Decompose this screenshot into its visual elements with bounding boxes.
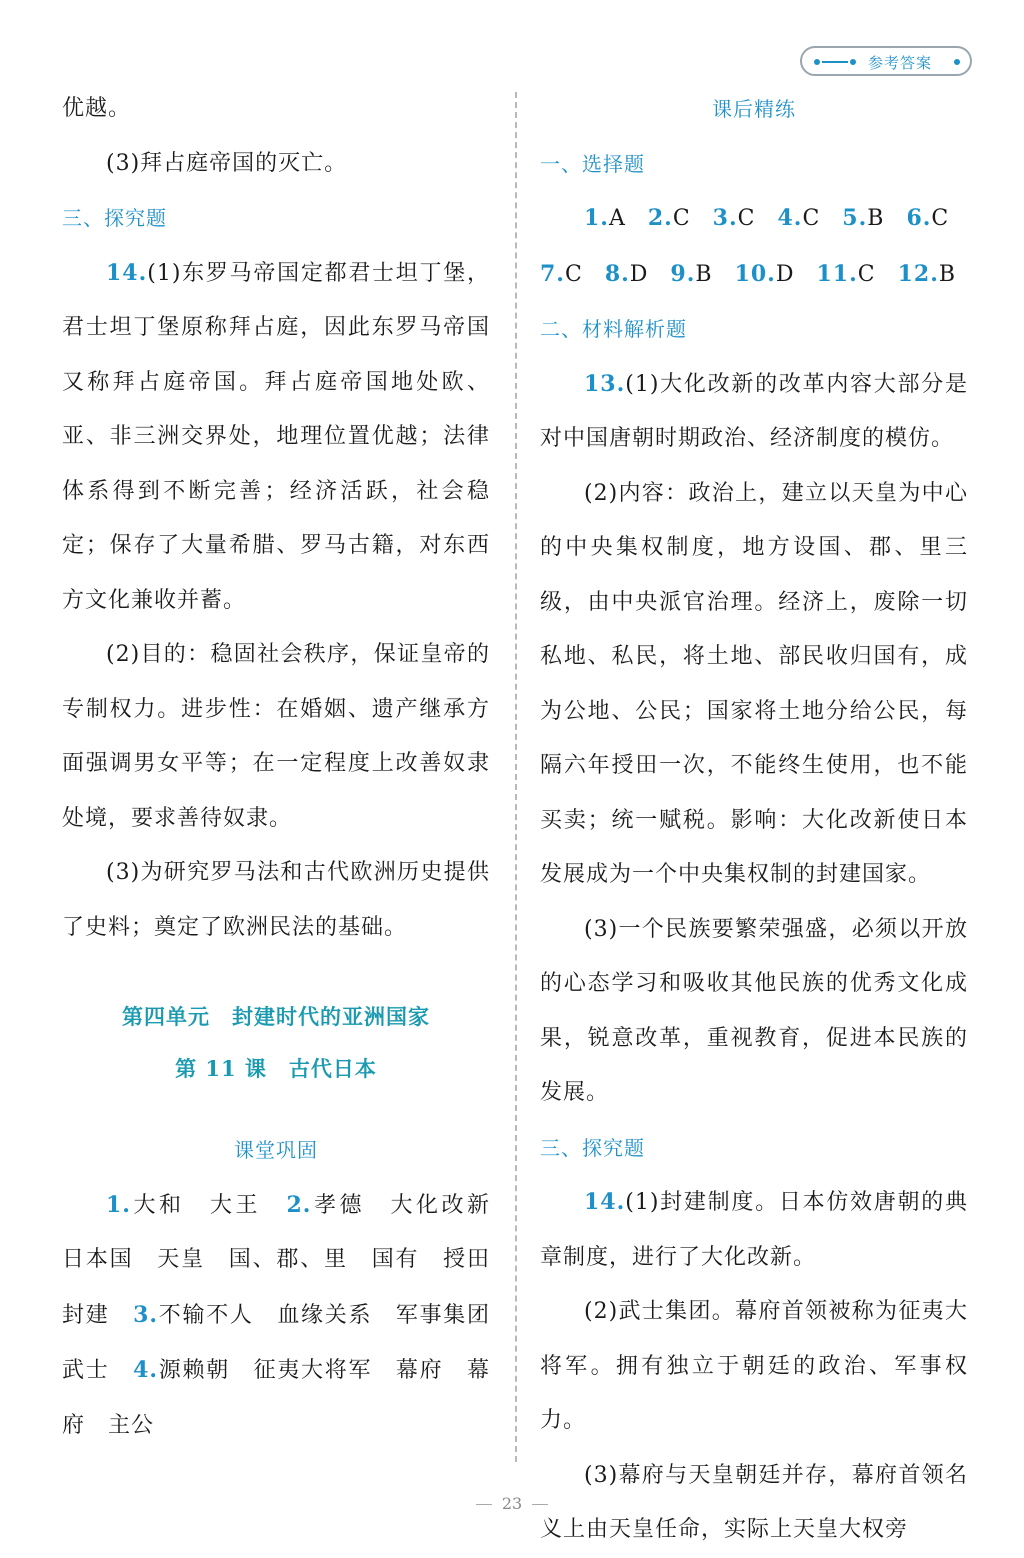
- question-13-part-2: (2)内容：政治上，建立以天皇为中心的中央集权制度，地方设国、郡、里三级，由中央派官治理。经济上，废除一切私地、私民，将土地、部民收归国有，成为公地、公民；国家将土地分给公民，每隔六年授田一次，不能终生使用，也不能买卖；统一赋税。影响：大化改新使日本发展成为一个中央集权制的封建国家。: [540, 480, 968, 887]
- answer-text: (1)大化改新的改革内容大部分是对中国唐朝时期政治、经济制度的模仿。: [540, 371, 968, 451]
- choice-answer: [842, 191, 884, 247]
- question-number: 2.: [647, 205, 673, 231]
- choice-answer: [906, 191, 949, 247]
- choice-answer: [777, 191, 820, 247]
- answer-letter: C: [737, 206, 756, 231]
- question-number: 9.: [670, 260, 696, 287]
- choice-answer: [735, 247, 795, 303]
- classwork-title: 课堂巩固: [234, 1138, 318, 1162]
- question-14-part-1: [540, 1175, 968, 1285]
- footer-dash: [532, 1504, 548, 1505]
- question-14-part-2: (2)武士集团。幕府首领被称为征夷大将军。拥有独立于朝廷的政治、军事权力。: [540, 1299, 968, 1433]
- badge-label: 参考答案: [868, 54, 933, 72]
- badge-dot-icon: [814, 59, 820, 65]
- section-heading: 二、材料解析题: [540, 317, 687, 341]
- answer-text: 源赖朝 征夷大将军 幕府 幕府 主公: [62, 1358, 490, 1438]
- unit-title: 第四单元 封建时代的亚洲国家: [122, 1004, 430, 1029]
- answer-text: 大和 大王: [130, 1192, 287, 1218]
- choice-answers-row: [540, 247, 968, 303]
- answer-letter: C: [564, 261, 583, 287]
- page-footer: [0, 1494, 1024, 1513]
- answer-letter: D: [629, 261, 649, 287]
- choice-answer: [713, 191, 756, 247]
- question-number: 13.: [584, 370, 626, 397]
- question-number: 10.: [734, 260, 776, 287]
- answer-text: 孝德 大化改新 日本国 天皇 国、郡、里 国有 授田 封建: [62, 1192, 514, 1328]
- page-number: 23: [501, 1494, 523, 1513]
- answer-letter: B: [938, 261, 957, 287]
- answer-letter: A: [608, 206, 626, 231]
- choice-answer: [605, 247, 649, 303]
- answer-badge: [800, 46, 972, 76]
- answer-text: 不输不人 血缘关系 军事集团 武士: [62, 1302, 513, 1383]
- badge-line-left: [822, 61, 848, 63]
- question-number: 4.: [777, 205, 803, 231]
- question-number: 5.: [842, 205, 868, 231]
- section-heading: 三、探究题: [540, 1135, 645, 1160]
- choice-answer: [898, 247, 956, 303]
- question-number: 1.: [106, 1191, 131, 1218]
- choice-answer: [540, 247, 583, 303]
- choice-answer: [584, 191, 626, 247]
- question-14-part-3: (3)为研究罗马法和古代欧洲历史提供了史料；奠定了欧洲民法的基础。: [62, 860, 490, 940]
- answer-letter: B: [695, 261, 713, 287]
- question-number: 1.: [584, 205, 609, 231]
- question-14-part-1: [62, 246, 490, 629]
- choice-answer: [670, 247, 712, 303]
- choice-answers-row: [540, 191, 968, 247]
- column-divider: [515, 92, 517, 1462]
- question-13-part-1: [540, 357, 968, 467]
- answer-text: (1)封建制度。日本仿效唐朝的典章制度，进行了大化改新。: [540, 1190, 968, 1270]
- section-heading: 三、探究题: [62, 206, 167, 230]
- text-paragraph: 优越。: [62, 96, 132, 121]
- question-14-part-2: (2)目的：稳固社会秩序，保证皇帝的专制权力。进步性：在婚姻、遗产继承方面强调男女平等；在一定程度上改善奴隶处境，要求善待奴隶。: [62, 642, 490, 831]
- lesson-title: 第 11 课 古代日本: [175, 1056, 377, 1081]
- question-number: 7.: [540, 260, 565, 287]
- right-column: [540, 82, 968, 1558]
- spacer: [62, 955, 490, 991]
- answer-text: (1)东罗马帝国定都君士坦丁堡，君士坦丁堡原称拜占庭，因此东罗马帝国又称拜占庭帝国。拜占庭帝国地处欧、亚、非三洲交界处，地理位置优越；法律体系得到不断完善；经济活跃，社会稳定；保存了大量希腊、罗马古籍，对东西方文化兼收并蓄。: [62, 260, 490, 613]
- text-paragraph: (3)拜占庭帝国的灭亡。: [106, 150, 348, 176]
- question-number: 8.: [604, 260, 630, 287]
- footer-dash: [476, 1504, 492, 1505]
- question-number: 6.: [906, 205, 932, 231]
- classwork-answers: [62, 1178, 514, 1454]
- answer-letter: C: [672, 206, 691, 231]
- question-number: 14.: [106, 259, 148, 286]
- question-number: 14.: [584, 1189, 626, 1215]
- practice-title: 课后精练: [712, 97, 796, 121]
- answer-letter: C: [931, 206, 950, 231]
- badge-dot-icon: [850, 59, 856, 65]
- question-13-part-3: (3)一个民族要繁荣强盛，必须以开放的心态学习和吸收其他民族的优秀文化成果，锐意改革，重视教育，促进本民族的发展。: [540, 916, 968, 1105]
- answer-letter: B: [867, 206, 885, 231]
- question-number: 3.: [133, 1301, 159, 1328]
- choice-answer: [816, 247, 875, 303]
- question-14-part-3: (3)幕府与天皇朝廷并存，幕府首领名义上由天皇任命，实际上天皇大权旁: [540, 1462, 968, 1542]
- answer-letter: C: [857, 261, 876, 287]
- left-column: [62, 82, 514, 1453]
- question-number: 4.: [133, 1357, 159, 1383]
- spacer: [62, 1095, 490, 1123]
- question-number: 3.: [712, 205, 738, 231]
- question-number: 12.: [897, 260, 939, 287]
- question-number: 2.: [286, 1191, 312, 1218]
- answer-letter: D: [775, 261, 795, 287]
- answer-letter: C: [802, 206, 821, 231]
- section-heading: 一、选择题: [540, 151, 645, 176]
- question-number: 11.: [816, 260, 858, 287]
- badge-dot-icon: [954, 59, 960, 65]
- choice-answer: [648, 191, 691, 247]
